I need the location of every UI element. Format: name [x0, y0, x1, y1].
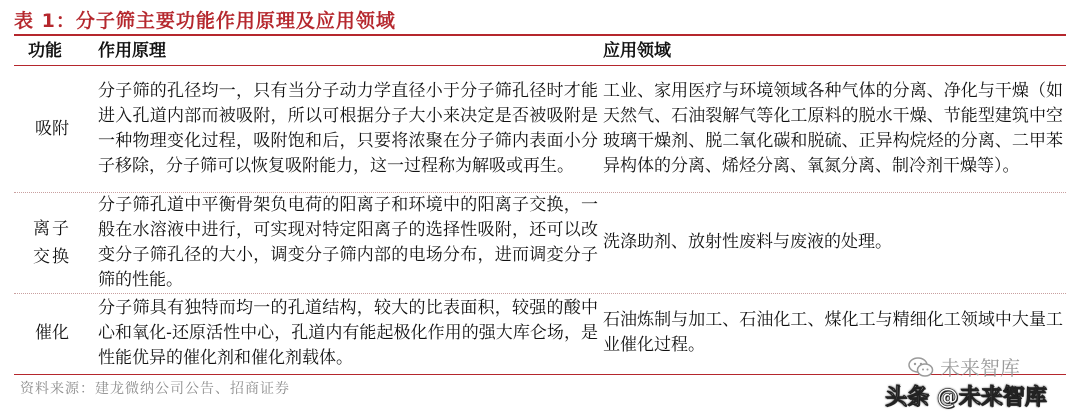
principle-cell: [98, 192, 598, 293]
watermark-bottom: 头条 @未来智库: [885, 385, 1047, 410]
function-cell: [14, 66, 90, 192]
source-note: 资料来源：建龙微纳公司公告、招商证券: [20, 381, 290, 397]
header-application: 应用领域: [603, 41, 671, 61]
table-title: 表 1：分子筛主要功能作用原理及应用领域: [14, 10, 396, 32]
function-label: 吸附: [35, 118, 69, 139]
application-cell: [603, 192, 1063, 293]
table-row: [14, 192, 1066, 293]
top-rule: [14, 34, 1066, 36]
header-principle: 作用原理: [98, 41, 166, 61]
application-text: 洗涤助剂、放射性废料与废液的处理。: [603, 232, 892, 252]
wechat-icon: [908, 356, 934, 378]
function-cell: [14, 192, 90, 293]
function-cell: [14, 293, 90, 373]
principle-text: 分子筛孔道中平衡骨架负电荷的阳离子和环境中的阳离子交换，一般在水溶液中进行，可实现对特定阳离子的选择性吸附，还可以改变分子筛孔径的大小，调变分子筛内部的电场分布，进而调変分子筛的性能。: [98, 194, 598, 290]
watermark-top-text: 未来智库: [940, 356, 1020, 380]
function-label: 催化: [35, 322, 69, 343]
application-text: 石油炼制与加工、石油化工、煤化工与精细化工领域中大量工业催化过程。: [603, 310, 1063, 355]
application-cell: [603, 66, 1063, 192]
watermark-top: [908, 352, 1020, 381]
principle-text: 分子筛的孔径均一，只有当分子动力学直径小于分子筛孔径时才能进入孔道内部而被吸附，所以可根据分子大小来决定是否被吸附是一种物理变化过程，吸附饱和后，只要将浓聚在分子筛内表面小分子移除，分子筛可以恢复吸附能力，这一过程称为解吸或再生。: [98, 81, 598, 176]
principle-text: 分子筛具有独特而均一的孔道结构，较大的比表面积，较强的酸中心和氧化-还原活性中心，孔道内有能起极化作用的强大库仑场，是性能优异的催化剂和催化剂载体。: [98, 297, 598, 368]
header-function: 功能: [28, 41, 62, 61]
principle-cell: [98, 66, 598, 192]
function-label: 离子交换: [33, 218, 71, 267]
application-text: 工业、家用医疗与环境领域各种气体的分离、净化与干燥（如天然气、石油裂解气等化工原料的脱水干燥、节能型建筑中空玻璃干燥剂、脱二氧化碳和脱硫、正异构烷烃的分离、二甲苯异构体的分离、烯烃分离、氧氮分离、制冷剂干燥等）。: [603, 81, 1063, 176]
principle-cell: [98, 293, 598, 373]
table-row: [14, 66, 1066, 192]
